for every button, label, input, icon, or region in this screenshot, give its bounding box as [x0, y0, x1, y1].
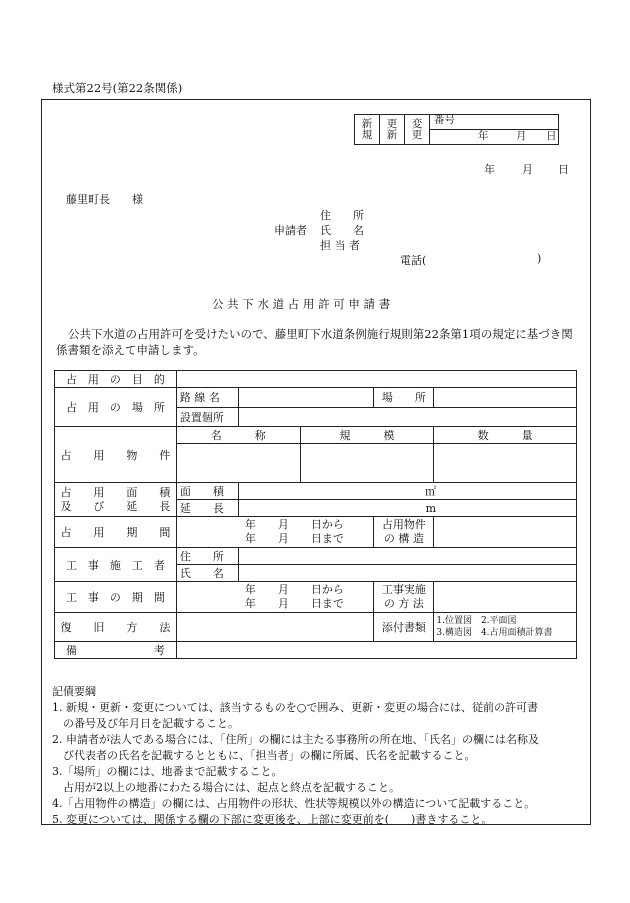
- note-line: 5. 変更については、関係する欄の下部に変更後を、上部に変更前を( )書きすること。: [52, 813, 493, 826]
- contractor-name-label: 氏 名: [176, 565, 238, 582]
- purpose-field[interactable]: [176, 371, 576, 388]
- intro-line-1: 公共下水道の占用許可を受けたいので、藤里町下水道条例施行規則第22条第1項の規定に基づき関: [68, 327, 573, 341]
- contractor-label: 工 事 施 工 者: [55, 548, 177, 582]
- method-field[interactable]: [434, 582, 577, 613]
- date-year: 年: [484, 163, 495, 176]
- remarks-label: 備 考: [55, 642, 177, 659]
- object-spec-field[interactable]: [300, 444, 434, 483]
- place-field[interactable]: [434, 388, 577, 408]
- length-field[interactable]: [238, 500, 576, 517]
- application-type-box: [354, 114, 559, 145]
- col-spec-header: 規 模: [300, 427, 434, 444]
- permit-date-field[interactable]: 年 月 日: [478, 130, 557, 142]
- route-name-label: 路 線 名: [176, 388, 238, 408]
- page-title: 公 共 下 水 道 占 用 許 可 申 請 書: [212, 297, 391, 311]
- install-point-label: 設置個所: [176, 407, 238, 427]
- notes-heading: 記債要綱: [52, 685, 96, 698]
- work-period-label: 工 事 の 期 間: [55, 582, 177, 613]
- note-line: 1. 新規・更新・変更については、該当するものを○で囲み、更新・変更の場合には、従前の許可書: [52, 701, 539, 714]
- type-renew[interactable]: 更 新: [380, 115, 405, 145]
- area-length-label: 占 用 面 積 及 び 延 長: [55, 483, 177, 517]
- contractor-address-field[interactable]: [238, 548, 576, 565]
- note-line: 4.「占用物件の構造」の欄には、占用物件の形状、性状等規模以外の構造について記載すること。: [52, 797, 536, 810]
- date-month: 月: [522, 163, 533, 176]
- place-label: 場 所: [374, 388, 434, 408]
- method-label: 工事実施 の 方 法: [374, 582, 434, 613]
- note-line: 占用が2以上の地番にわたる場合には、起点と終点を記載すること。: [52, 781, 400, 794]
- structure-field[interactable]: [434, 517, 577, 548]
- note-line: 3.「場所」の欄には、地番まで記載すること。: [52, 765, 283, 778]
- permit-number-label: 番号: [430, 115, 558, 130]
- period-field[interactable]: 年 月 日から 年 月 日まで: [176, 517, 374, 548]
- note-line: 2. 申請者が法人である場合には、「住所」の欄には主たる事務所の所在地、「氏名」の欄には名称及: [52, 733, 539, 746]
- type-new[interactable]: 新 規: [355, 115, 380, 145]
- col-name-header: 名 称: [176, 427, 300, 444]
- intro-line-2: 係書類を添えて申請します。: [56, 343, 205, 357]
- contractor-name-field[interactable]: [238, 565, 576, 582]
- date-day: 日: [558, 163, 569, 176]
- length-unit: m: [425, 501, 436, 515]
- phone-close: ): [537, 252, 542, 265]
- route-name-field[interactable]: [238, 388, 374, 408]
- structure-label: 占用物件 の 構 造: [374, 517, 434, 548]
- notes: [52, 684, 539, 828]
- attach-label: 添付書類: [374, 613, 434, 642]
- addressee: 藤里町長 様: [66, 193, 143, 206]
- length-label: 延 長: [176, 500, 238, 517]
- work-period-field[interactable]: 年 月 日から 年 月 日まで: [176, 582, 374, 613]
- purpose-label: 占 用 の 目 的: [55, 371, 177, 388]
- area-label: 面 積: [176, 483, 238, 500]
- applicant-name-label: 氏 名: [320, 224, 364, 237]
- contractor-address-label: 住 所: [176, 548, 238, 565]
- remarks-field[interactable]: [176, 642, 576, 659]
- applicant-address-label: 住 所: [320, 209, 364, 222]
- attach-items: 1.位置図 2.平面図 3.構造図 4.占用面積計算書: [434, 613, 577, 642]
- restore-label: 復 旧 方 法: [55, 613, 177, 642]
- applicant-prefix: 申請者: [274, 224, 307, 237]
- object-name-field[interactable]: [176, 444, 300, 483]
- form-number: 様式第22号(第22条関係): [52, 81, 183, 95]
- phone-open: 電話(: [400, 254, 427, 267]
- col-qty-header: 数 量: [434, 427, 577, 444]
- location-label: 占 用 の 場 所: [55, 388, 177, 427]
- object-qty-field[interactable]: [434, 444, 577, 483]
- type-change[interactable]: 変 更: [405, 115, 430, 145]
- install-point-field[interactable]: [238, 407, 576, 427]
- area-field[interactable]: [238, 483, 576, 500]
- object-label: 占 用 物 件: [55, 427, 177, 483]
- period-label: 占 用 期 間: [55, 517, 177, 548]
- restore-field[interactable]: [176, 613, 374, 642]
- area-unit: ㎡: [425, 485, 436, 498]
- applicant-person-label: 担 当 者: [320, 239, 360, 252]
- application-table: [54, 370, 577, 659]
- note-line: び代表者の氏名を記載するとともに、「担当者」の欄に所属、氏名を記載すること。: [52, 749, 476, 762]
- note-line: の番号及び年月日を記載すること。: [52, 717, 239, 730]
